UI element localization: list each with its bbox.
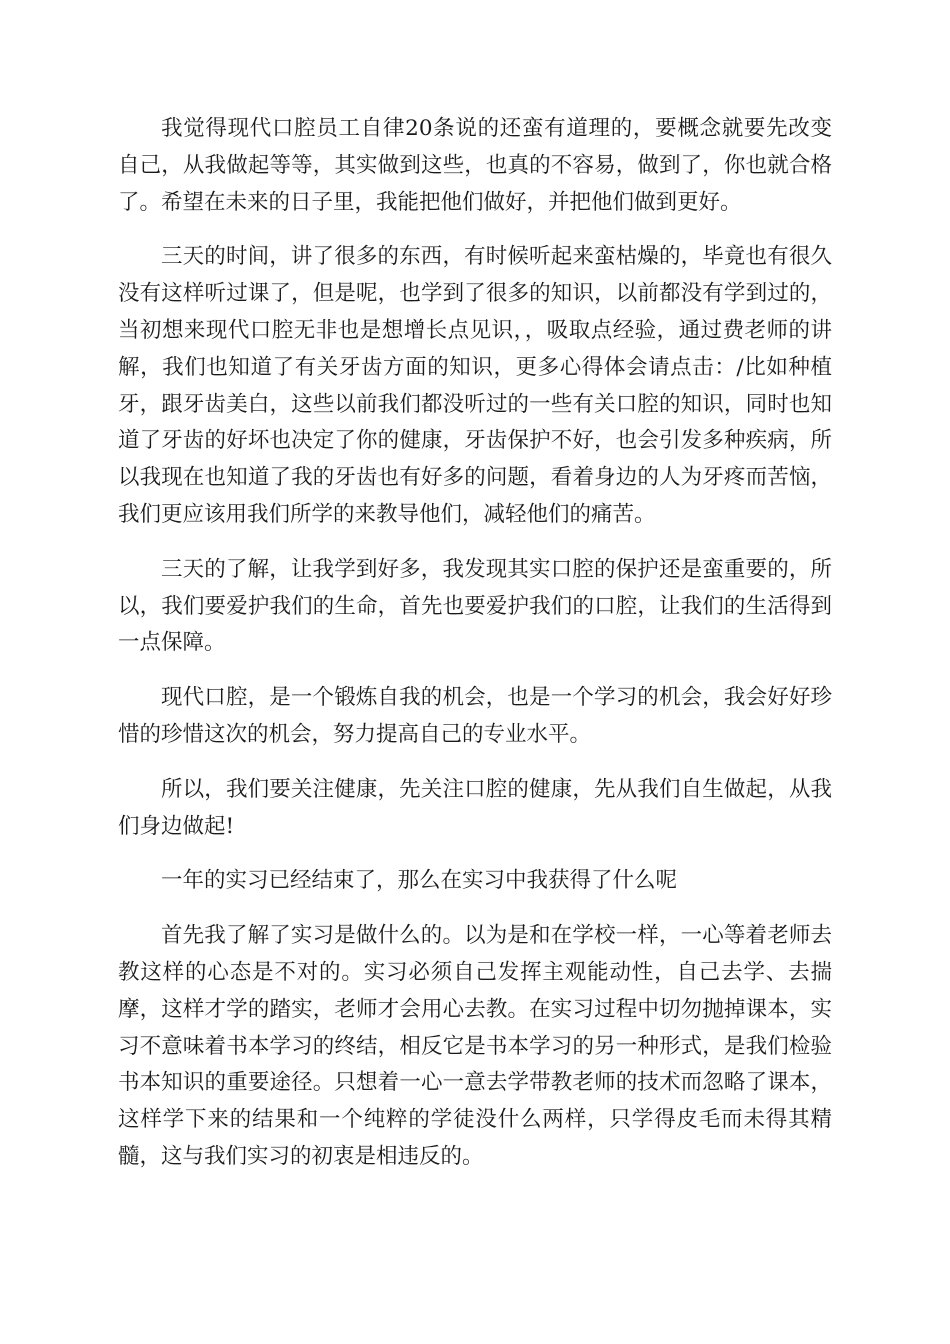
paragraph-7: 首先我了解了实习是做什么的。以为是和在学校一样，一心等着老师去教这样的心态是不对的。实习必须自己发挥主观能动性，自己去学、去揣摩，这样才学的踏实，老师才会用心去教。在实习过程中切勿抛掉课本，实习不意味着书本学习的终结，相反它是书本学习的另一种形式，是我们检验书本知识的重要途径。只想着一心一意去学带教老师的技术而忽略了课本，这样学下来的结果和一个纯粹的学徒没什么两样，只学得皮毛而未得其精髓，这与我们实习的初衷是相违反的。 xyxy=(118,923,832,1169)
paragraph-3: 三天的了解，让我学到好多，我发现其实口腔的保护还是蛮重要的，所以，我们要爱护我们的生命，首先也要爱护我们的口腔，让我们的生活得到一点保障。 xyxy=(118,556,832,656)
paragraph-1: 我觉得现代口腔员工自律20条说的还蛮有道理的，要概念就要先改变自己，从我做起等等，其实做到这些，也真的不容易，做到了，你也就合格了。希望在未来的日子里，我能把他们做好，并把他们做到更好。 xyxy=(118,116,832,215)
document-page xyxy=(118,111,832,1194)
paragraph-5: 所以，我们要关注健康，先关注口腔的健康，先从我们自生做起，从我们身边做起! xyxy=(118,776,832,839)
paragraph-4: 现代口腔，是一个锻炼自我的机会，也是一个学习的机会，我会好好珍惜的珍惜这次的机会，努力提高自己的专业水平。 xyxy=(118,685,832,747)
paragraph-6: 一年的实习已经结束了，那么在实习中我获得了什么呢 xyxy=(161,868,678,894)
paragraph-2: 三天的时间，讲了很多的东西，有时候听起来蛮枯燥的，毕竟也有很久没有这样听过课了，但是呢，也学到了很多的知识，以前都没有学到过的，当初想来现代口腔无非也是想增长点见识，，吸取点经验，通过费老师的讲解，我们也知道了有关牙齿方面的知识，更多心得体会请点击：/比如种植牙，跟牙齿美白，这些以前我们都没听过的一些有关口腔的知识，同时也知道了牙齿的好坏也决定了你的健康，牙齿保护不好，也会引发多种疾病，所以我现在也知道了我的牙齿也有好多的问题，看着身边的人为牙疼而苦恼，我们更应该用我们所学的来教导他们，减轻他们的痛苦。 xyxy=(118,244,832,527)
